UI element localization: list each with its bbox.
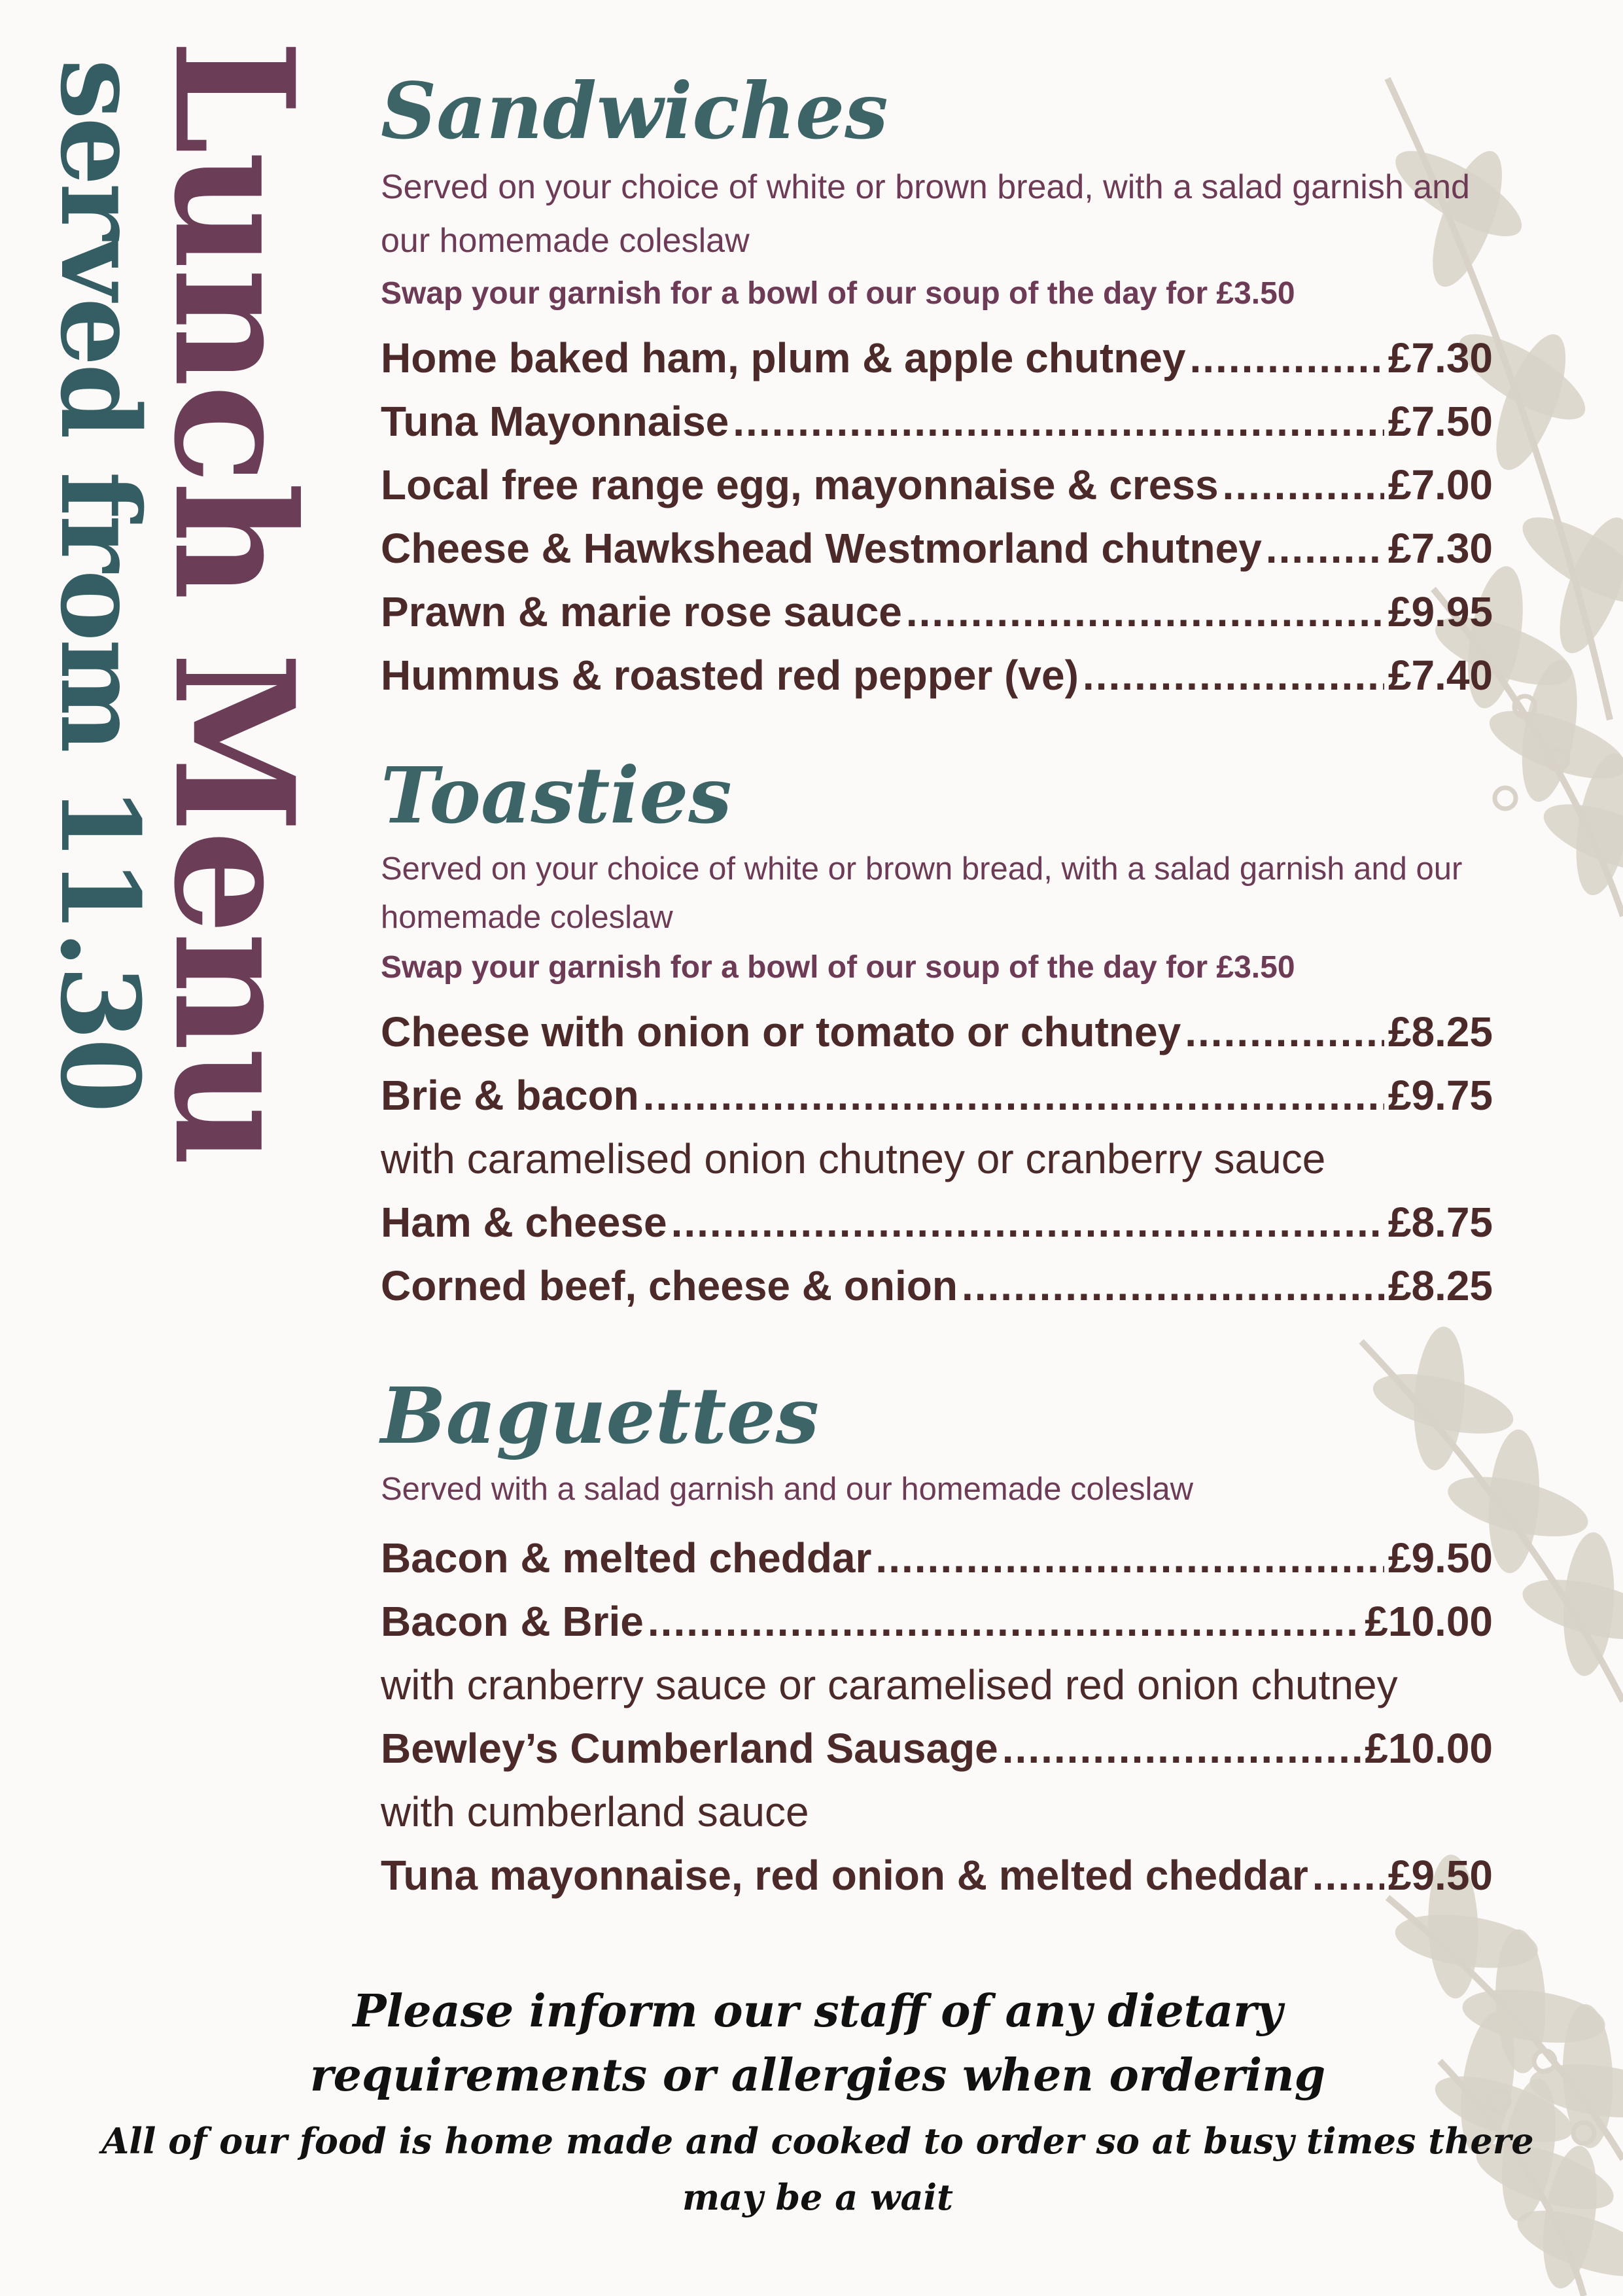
item-price: £9.95 <box>1387 588 1493 635</box>
section-title: Sandwiches <box>381 65 888 156</box>
menu-item <box>381 1000 1493 1064</box>
leader-dots <box>648 1590 1361 1653</box>
item-price: £7.50 <box>1387 398 1493 445</box>
menu-item <box>381 644 1493 707</box>
leader-dots <box>643 1064 1384 1127</box>
item-name: Home baked ham, plum & apple chutney <box>381 334 1186 381</box>
section-title: Toasties <box>381 750 732 841</box>
menu-item <box>381 327 1493 390</box>
item-note: with cranberry sauce or caramelised red onion chutney <box>381 1661 1398 1708</box>
menu-item <box>381 1844 1493 1907</box>
item-note: with cumberland sauce <box>381 1788 809 1835</box>
item-price: £10.00 <box>1365 1598 1493 1645</box>
item-note: with caramelised onion chutney or cranberry sauce <box>381 1135 1326 1182</box>
item-name: Cheese & Hawkshead Westmorland chutney <box>381 525 1262 572</box>
leader-dots <box>1312 1844 1384 1907</box>
leader-dots <box>1189 327 1384 390</box>
menu-content <box>381 62 1532 1907</box>
section-description: Served on your choice of white or brown bread, with a salad garnish and our homemade coleslaw <box>381 168 1470 260</box>
section-description: Served with a salad garnish and our homemade coleslaw <box>381 1472 1194 1507</box>
menu-item <box>381 517 1493 580</box>
item-name: Corned beef, cheese & onion <box>381 1262 958 1309</box>
item-name: Bewley’s Cumberland Sausage <box>381 1725 998 1772</box>
item-list <box>381 1527 1532 1907</box>
section-baguettes <box>381 1367 1532 1907</box>
item-name: Cheese with onion or tomato or chutney <box>381 1008 1181 1055</box>
wait-note: All of our food is home made and cooked to order so at busy times there may be a wait <box>101 2120 1534 2218</box>
menu-item <box>381 390 1493 453</box>
swap-note: Swap your garnish for a bowl of our soup of the day for £3.50 <box>381 276 1295 311</box>
leader-dots <box>1266 517 1384 580</box>
leader-dots <box>962 1254 1384 1318</box>
leader-dots <box>1185 1000 1384 1064</box>
menu-item <box>381 1064 1493 1127</box>
item-price: £7.00 <box>1387 461 1493 508</box>
section-sandwiches <box>381 62 1532 707</box>
item-name: Tuna mayonnaise, red onion & melted cheddar <box>381 1852 1308 1899</box>
item-name: Brie & bacon <box>381 1072 639 1119</box>
item-price: £8.75 <box>1387 1199 1493 1246</box>
menu-title: Lunch Menu <box>138 39 330 1165</box>
item-list <box>381 327 1532 707</box>
menu-item <box>381 1590 1493 1653</box>
leader-dots <box>733 390 1384 453</box>
item-price: £10.00 <box>1365 1725 1493 1772</box>
footer-notes <box>65 1979 1570 2225</box>
leader-dots <box>1083 644 1384 707</box>
swap-note: Swap your garnish for a bowl of our soup of the day for £3.50 <box>381 950 1295 985</box>
section-description: Served on your choice of white or brown bread, with a salad garnish and our homemade coleslaw <box>381 851 1463 935</box>
item-name: Local free range egg, mayonnaise & cress <box>381 461 1219 508</box>
item-price: £9.75 <box>1387 1072 1493 1119</box>
item-price: £9.50 <box>1387 1534 1493 1581</box>
menu-item <box>381 1717 1493 1780</box>
allergy-note: Please inform our staff of any dietary requirements or allergies when ordering <box>309 1985 1326 2102</box>
item-price: £9.50 <box>1387 1852 1493 1899</box>
item-price: £8.25 <box>1387 1262 1493 1309</box>
item-price: £7.40 <box>1387 652 1493 699</box>
item-price: £7.30 <box>1387 334 1493 381</box>
menu-item <box>381 1254 1493 1318</box>
leader-dots <box>906 580 1384 644</box>
menu-item <box>381 1527 1493 1590</box>
menu-item <box>381 453 1493 517</box>
leader-dots <box>875 1527 1384 1590</box>
leader-dots <box>1223 453 1384 517</box>
item-name: Tuna Mayonnaise <box>381 398 729 445</box>
menu-item <box>381 580 1493 644</box>
item-price: £7.30 <box>1387 525 1493 572</box>
section-title: Baguettes <box>381 1370 820 1461</box>
item-price: £8.25 <box>1387 1008 1493 1055</box>
leader-dots <box>1002 1717 1361 1780</box>
leader-dots <box>671 1191 1384 1254</box>
item-list <box>381 1000 1532 1318</box>
menu-item <box>381 1191 1493 1254</box>
item-name: Hummus & roasted red pepper (ve) <box>381 652 1079 699</box>
menu-serving-time: served from 11.30 <box>37 59 164 1111</box>
item-name: Bacon & melted cheddar <box>381 1534 872 1581</box>
item-name: Bacon & Brie <box>381 1598 644 1645</box>
section-toasties <box>381 747 1532 1318</box>
item-name: Ham & cheese <box>381 1199 667 1246</box>
item-name: Prawn & marie rose sauce <box>381 588 902 635</box>
